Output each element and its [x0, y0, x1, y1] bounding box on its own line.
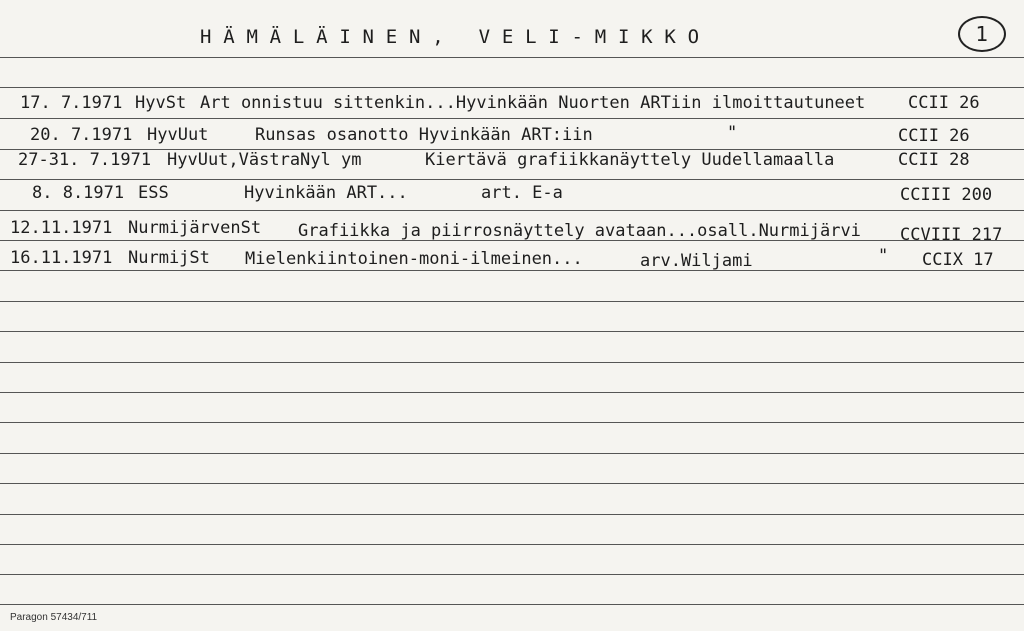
ruled-line [0, 544, 1024, 545]
entry-note: arv.Wiljami [640, 251, 753, 271]
entry-date: 12.11.1971 [10, 218, 113, 238]
entry-source: HyvSt [135, 93, 187, 113]
entry-ditto: " [878, 246, 889, 266]
ruled-line [0, 362, 1024, 363]
ruled-line [0, 422, 1024, 423]
entry-ref: CCII 28 [898, 150, 970, 170]
entry-text: Hyvinkään ART... [244, 183, 408, 203]
entry-ref: CCIX 17 [922, 250, 994, 270]
ruled-line [0, 453, 1024, 454]
entry-text: Art onnistuu sittenkin...Hyvinkään Nuorten ARTiin ilmoittautuneet [200, 93, 866, 113]
entry-date: 16.11.1971 [10, 248, 113, 268]
ruled-line [0, 604, 1024, 605]
ruled-line [0, 270, 1024, 271]
ruled-line [0, 210, 1024, 211]
entry-source: NurmijSt [128, 248, 210, 268]
ruled-line [0, 301, 1024, 302]
header-rule [0, 57, 1024, 58]
ruled-line [0, 392, 1024, 393]
entry-note: art. E-a [481, 183, 563, 203]
ruled-line [0, 331, 1024, 332]
ruled-line [0, 179, 1024, 180]
entry-ref: CCII 26 [898, 126, 970, 146]
entry-date: 20. 7.1971 [30, 125, 133, 145]
entry-text: Grafiikka ja piirrosnäyttely avataan...osall.Nurmijärvi [298, 221, 861, 241]
entry-source: ESS [138, 183, 169, 203]
entry-text: Mielenkiintoinen-moni-ilmeinen... [245, 249, 583, 269]
ruled-line [0, 574, 1024, 575]
entry-date: 8. 8.1971 [32, 183, 125, 203]
entry-ref: CCVIII 217 [900, 225, 1003, 245]
ruled-line [0, 483, 1024, 484]
entry-date: 27-31. 7.1971 [18, 150, 152, 170]
card-number-circle: 1 [958, 16, 1006, 52]
entry-source: HyvUut [147, 125, 209, 145]
entry-date: 17. 7.1971 [20, 93, 123, 113]
entry-ref: CCIII 200 [900, 185, 993, 205]
entry-ditto: " [727, 123, 738, 143]
ruled-line [0, 118, 1024, 119]
entry-ref: CCII 26 [908, 93, 980, 113]
ruled-line [0, 87, 1024, 88]
entry-text: Kiertävä grafiikkanäyttely Uudellamaalla [425, 150, 835, 170]
entry-text: Runsas osanotto Hyvinkään ART:iin [255, 125, 593, 145]
ruled-line [0, 514, 1024, 515]
entry-source: NurmijärvenSt [128, 218, 262, 238]
card-footer: Paragon 57434/711 [10, 612, 98, 623]
entry-source: HyvUut,VästraNyl ym [167, 150, 362, 170]
card-title: HÄMÄLÄINEN, VELI-MIKKO [200, 26, 711, 48]
